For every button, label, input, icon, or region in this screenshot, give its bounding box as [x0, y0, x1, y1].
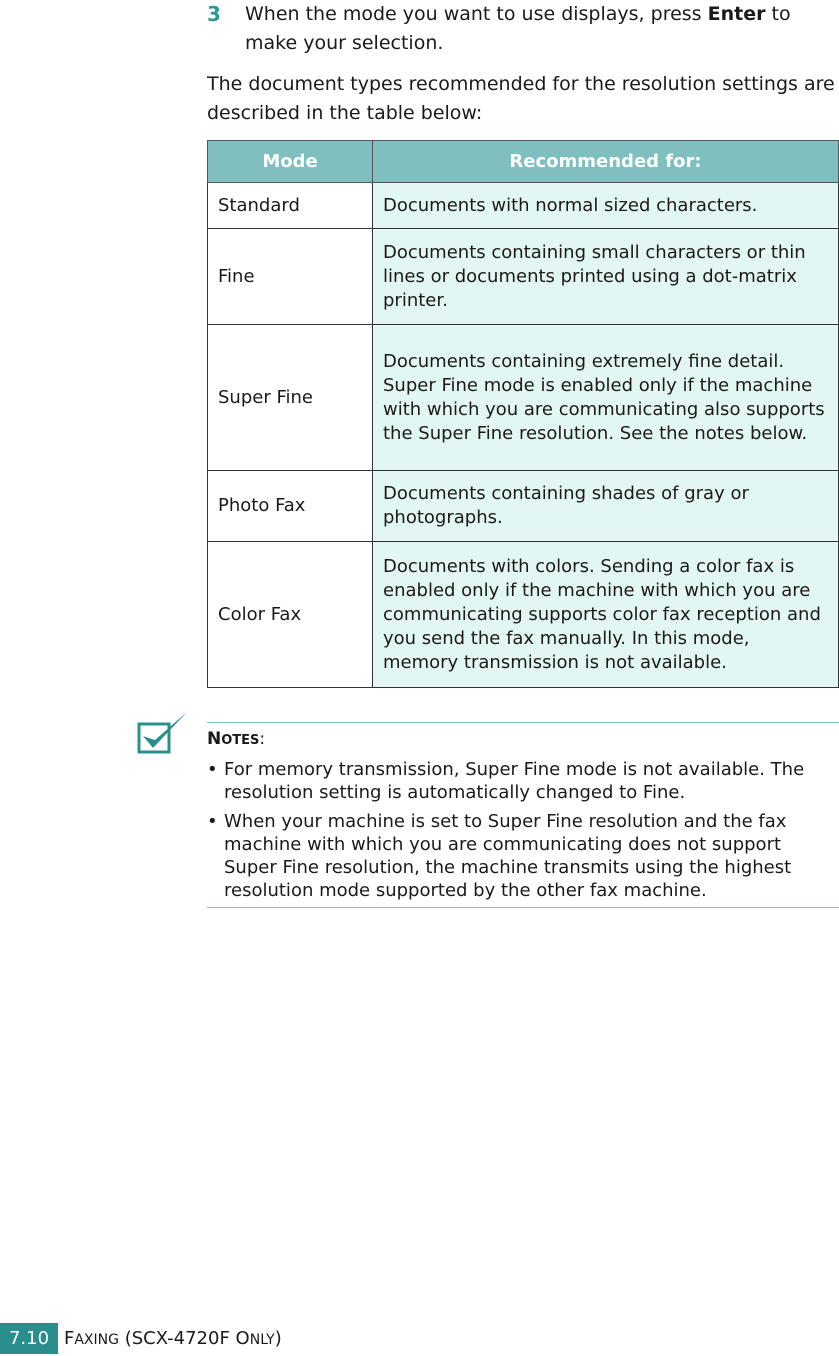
table-row	[208, 542, 839, 688]
bullet: •	[207, 759, 218, 780]
header-recommended: Recommended for:	[373, 141, 839, 183]
note-text: When your machine is set to Super Fine resolution and the fax machine with which you are communicating does not support Super Fine resolution, the machine transmits using the highest resolution mode supported by the other fax machine.	[224, 811, 792, 901]
notes-bottom-rule	[207, 907, 839, 908]
mode-cell: Fine	[208, 229, 373, 325]
page-footer	[0, 1323, 839, 1355]
recommended-cell: Documents containing small characters or thin lines or documents printed using a dot-matrix printer.	[373, 229, 839, 325]
table-row	[208, 183, 839, 229]
chapter-title: FAXING (SCX-4720F ONLY)	[64, 1328, 282, 1349]
table-header-row	[208, 141, 839, 183]
intro-paragraph: The document types recommended for the resolution settings are described in the table below:	[207, 73, 835, 124]
enter-key-label: Enter	[707, 3, 766, 25]
step-number: 3	[207, 2, 221, 26]
recommended-cell: Documents with colors. Sending a color fax is enabled only if the machine with which you are communicating supports color fax reception and you send the fax manually. In this mode, memory transmission is not available.	[373, 542, 839, 688]
recommended-cell: Documents containing shades of gray or photographs.	[373, 471, 839, 542]
mode-cell: Super Fine	[208, 325, 373, 471]
recommended-cell: Documents containing extremely fine detail. Super Fine mode is enabled only if the machine with which you are communicating also supports the Super Fine resolution. See the notes below.	[373, 325, 839, 471]
notes-top-rule	[207, 722, 839, 723]
mode-cell: Photo Fax	[208, 471, 373, 542]
bullet: •	[207, 811, 218, 832]
table-row	[208, 229, 839, 325]
table-row	[208, 325, 839, 471]
notes-title: NOTES:	[207, 729, 266, 749]
table-row	[208, 471, 839, 542]
step-text: When the mode you want to use displays, press Enter to make your selection.	[245, 3, 791, 54]
list-item	[207, 810, 835, 902]
page-number: 7.10	[0, 1323, 58, 1354]
mode-cell: Standard	[208, 183, 373, 229]
list-item	[207, 758, 835, 804]
recommended-cell: Documents with normal sized characters.	[373, 183, 839, 229]
step-3	[207, 0, 832, 58]
mode-cell: Color Fax	[208, 542, 373, 688]
note-text: For memory transmission, Super Fine mode is not available. The resolution setting is automatically changed to Fine.	[224, 759, 805, 803]
notes-list	[207, 758, 835, 908]
checkmark-note-icon	[135, 710, 191, 756]
resolution-table	[207, 140, 839, 688]
header-mode: Mode	[208, 141, 373, 183]
